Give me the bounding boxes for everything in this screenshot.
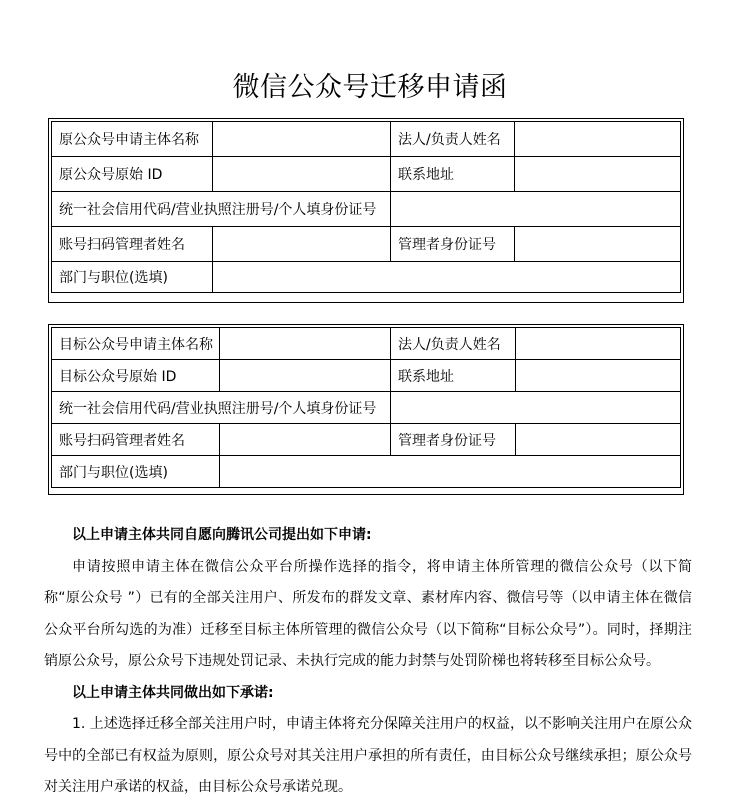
target-address-label: 联系地址 bbox=[391, 360, 516, 392]
target-subject-name-field[interactable] bbox=[220, 328, 391, 360]
target-dept-field[interactable] bbox=[220, 456, 681, 488]
target-credit-code-field[interactable] bbox=[391, 392, 681, 424]
target-legal-rep-label: 法人/负责人姓名 bbox=[391, 328, 516, 360]
source-legal-rep-label: 法人/负责人姓名 bbox=[391, 122, 515, 157]
source-credit-code-field[interactable] bbox=[391, 192, 681, 227]
source-dept-field[interactable] bbox=[213, 262, 681, 293]
target-dept-label: 部门与职位(选填) bbox=[52, 456, 220, 488]
target-admin-id-field[interactable] bbox=[516, 424, 681, 456]
source-legal-rep-field[interactable] bbox=[515, 122, 681, 157]
source-address-label: 联系地址 bbox=[391, 157, 515, 192]
application-paragraph: 申请按照申请主体在微信公众平台所操作选择的指令，将申请主体所管理的微信公众号（以下简称“原公众号 ”）已有的全部关注用户、所发布的群发文章、素材库内容、微信号等（以申请主体在微信公众平台所勾选的为准）迁移至目标主体所管理的微信公众号（以下简称“目标公众号”）。同时，择期注销原公众号，原公众号下违规处罚记录、未执行完成的能力封禁与处罚阶梯也将转移至目标公众号。 bbox=[44, 558, 692, 669]
source-admin-name-label: 账号扫码管理者姓名 bbox=[52, 227, 213, 262]
target-account-form bbox=[48, 324, 684, 495]
source-original-id-label: 原公众号原始 ID bbox=[52, 157, 213, 192]
application-heading: 以上申请主体共同自愿向腾讯公司提出如下申请: bbox=[72, 527, 372, 543]
source-subject-name-label: 原公众号申请主体名称 bbox=[52, 122, 213, 157]
target-original-id-label: 目标公众号原始 ID bbox=[52, 360, 220, 392]
target-admin-name-label: 账号扫码管理者姓名 bbox=[52, 424, 220, 456]
letter-body bbox=[44, 520, 692, 804]
source-admin-name-field[interactable] bbox=[213, 227, 391, 262]
target-admin-name-field[interactable] bbox=[220, 424, 391, 456]
target-legal-rep-field[interactable] bbox=[516, 328, 681, 360]
target-admin-id-label: 管理者身份证号 bbox=[391, 424, 516, 456]
source-address-field[interactable] bbox=[515, 157, 681, 192]
source-credit-code-label: 统一社会信用代码/营业执照注册号/个人填身份证号 bbox=[52, 192, 391, 227]
source-original-id-field[interactable] bbox=[213, 157, 391, 192]
commitment-heading: 以上申请主体共同做出如下承诺: bbox=[72, 684, 274, 701]
commitment-paragraph-1: 1. 上述选择迁移全部关注用户时，申请主体将充分保障关注用户的权益，以不影响关注用户在原公众号中的全部已有权益为原则，原公众号对其关注用户承担的所有责任，由目标公众号继续承担；原公众号对关注用户承诺的权益，由目标公众号承诺兑现。 bbox=[44, 716, 692, 795]
target-original-id-field[interactable] bbox=[220, 360, 391, 392]
page-title: 微信公众号迁移申请函 bbox=[232, 72, 508, 103]
target-credit-code-label: 统一社会信用代码/营业执照注册号/个人填身份证号 bbox=[52, 392, 391, 424]
source-dept-label: 部门与职位(选填) bbox=[52, 262, 213, 293]
source-account-form bbox=[48, 118, 684, 303]
target-subject-name-label: 目标公众号申请主体名称 bbox=[52, 328, 220, 360]
source-subject-name-field[interactable] bbox=[213, 122, 391, 157]
target-account-table bbox=[51, 327, 681, 488]
source-admin-id-field[interactable] bbox=[515, 227, 681, 262]
target-address-field[interactable] bbox=[516, 360, 681, 392]
source-admin-id-label: 管理者身份证号 bbox=[391, 227, 515, 262]
source-account-table bbox=[51, 121, 681, 293]
